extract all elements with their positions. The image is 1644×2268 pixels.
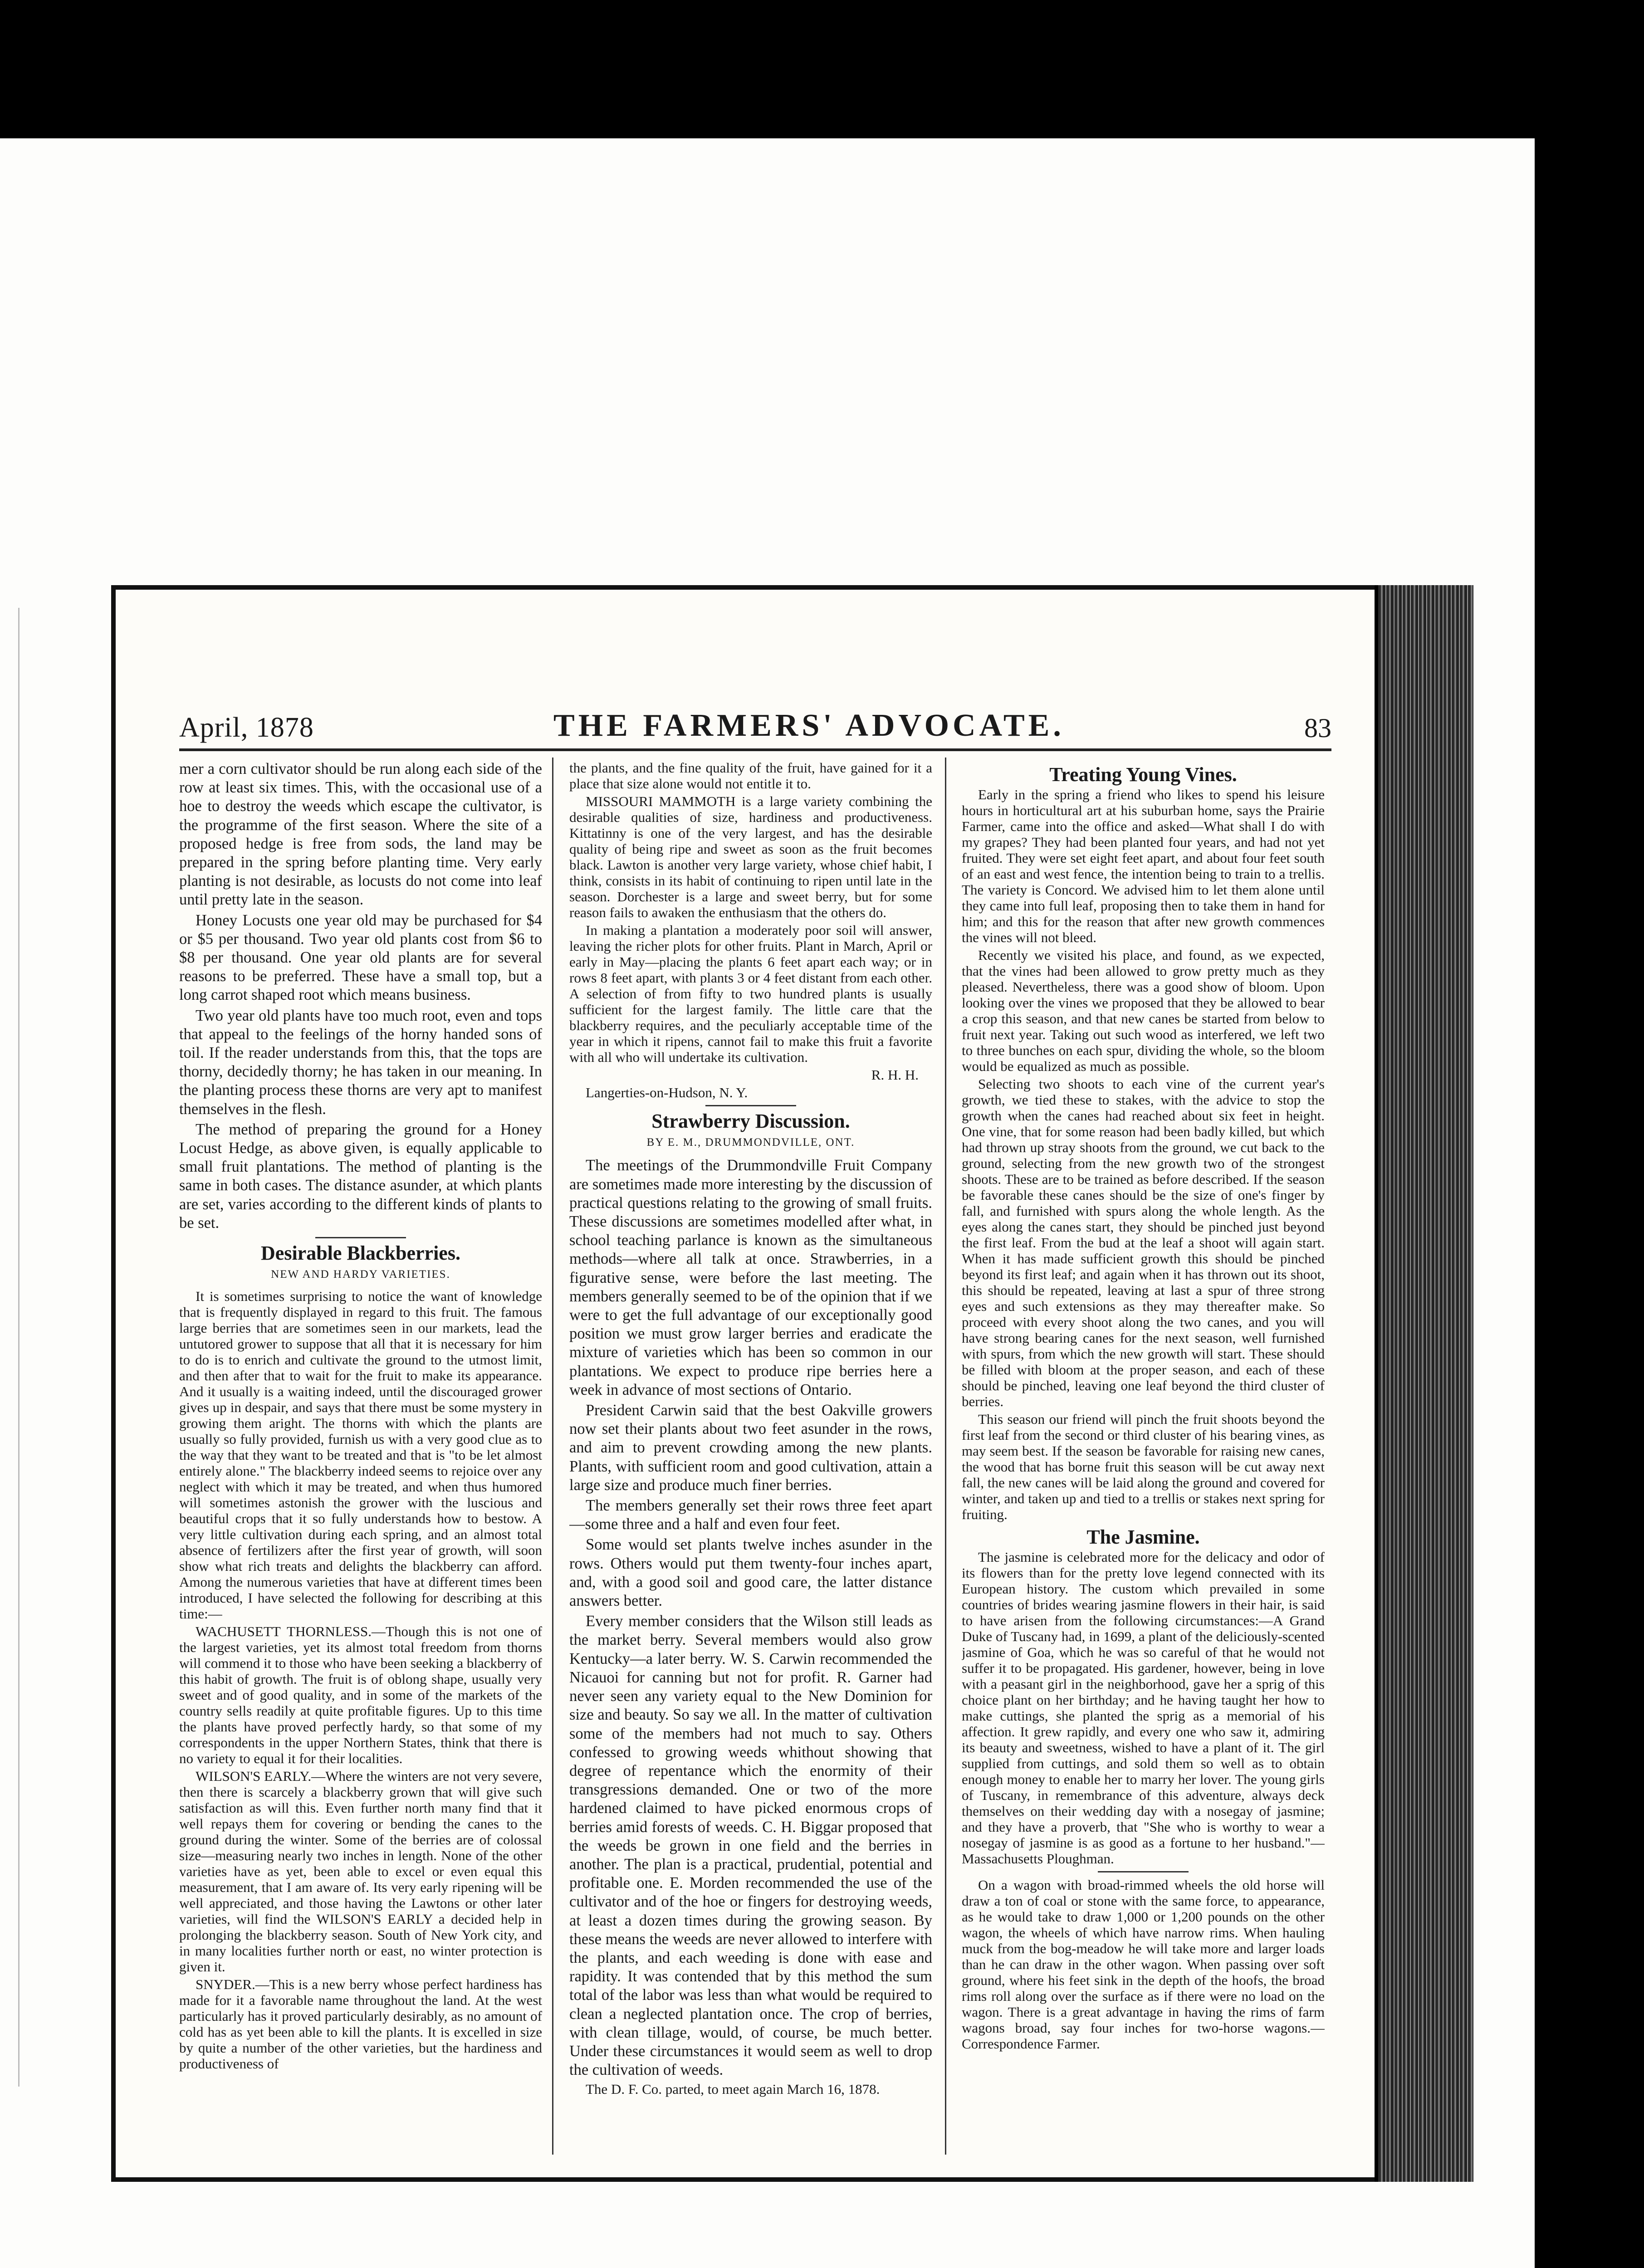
heading-treating-young-vines: Treating Young Vines. (1049, 763, 1237, 786)
paragraph: The members generally set their rows three feet apart—some three and a half and even four feet. (569, 1497, 932, 1533)
paragraph: MISSOURI MAMMOTH is a large variety combining the desirable qualities of size, hardiness and productiveness. Kittatinny is one of the very largest, and has the desirable quality of being ripe and sweet as soon as the fruit becomes black. Lawton is another very large variety, whose chief habit, I think, consists in its habit of continuing to ripen until late in the season. Dorchester is a large and sweet berry, but for some reason fails to awaken the enthusiasm that the others do. (569, 793, 932, 920)
paragraph: SNYDER.—This is a new berry whose perfect hardiness has made for it a favorable name throughout the land. At the west particularly has it proved particularly desirably, as no amount of cold has as yet been able to kill the plants. It is excelled in size by quite a number of the other varieties, but the hardiness and productiveness of (179, 1976, 542, 2072)
paragraph: mer a corn cultivator should be run along each side of the row at least six times. This, with the occasional use of a hoe to destroy the weeds which escape the cultivator, is the programme of the first season. Where the site of a proposed hedge is free from sods, the land may be prepared in the spring before planting time. Very early planting is not desirable, as locusts do not come into leaf until pretty late in the season. (179, 760, 542, 909)
heading-the-jasmine: The Jasmine. (1086, 1526, 1200, 1549)
masthead-rule (179, 748, 1331, 751)
newspaper-title: THE FARMERS' ADVOCATE. (553, 708, 1065, 743)
paragraph: On a wagon with broad-rimmed wheels the old horse will draw a ton of coal or stone with the same force, to appearance, as he would take to draw 1,000 or 1,200 pounds on the other wagon, the wheels of which have narrow rims. When hauling muck from the bog-meadow he will take more and larger loads than he can draw in the other wagon. When passing over soft ground, where his feet sink in the depth of the hoofs, the broad rims roll along over the surface as if there were no load on the wagon. There is a great advantage in having the rims of farm wagons broad, say four inches for two-horse wagons.—Correspondence Farmer. (962, 1877, 1325, 2052)
paragraph: The method of preparing the ground for a Honey Locust Hedge, as above given, is equally applicable to small fruit plantations. The method of planting is the same in both cases. The distance asunder, at which plants are set, varies according to the different kinds of plants to be set. (179, 1120, 542, 1232)
paragraph: In making a plantation a moderately poor soil will answer, leaving the richer plots for other fruits. Plant in March, April or early in May—placing the plants 6 feet apart each way; or in rows 8 feet apart, with plants 3 or 4 feet distant from each other. A selection of from fifty to two hundred plants is usually sufficient for the largest family. The little care that the blackberry requires, and the peculiarly acceptable time of the year in which it ripens, cannot fail to make this fruit a favorite with all who will undertake its cultivation. (569, 922, 932, 1065)
page-number: 83 (1304, 713, 1331, 743)
newspaper-page (111, 585, 1381, 2182)
paragraph: Two year old plants have too much root, even and tops that appeal to the feelings of the horny handed sons of toil. If the reader understands from this, that the tops are thorny, decidedly thorny; he has taken in our meaning. In the planting process these thorns are very apt to manifest themselves in the flesh. (179, 1007, 542, 1118)
paragraph: WACHUSETT THORNLESS.—Though this is not one of the largest varieties, yet its almost total freedom from thorns will commend it to those who have been seeking a blackberry of this habit of growth. The fruit is of oblong shape, usually very sweet and of good quality, and in some of the markets of the country sells readily at quite profitable figures. Up to this time the plants have proved perfectly hardy, so that some of my correspondents in the upper Northern States, think that there is no variety to equal it for their localities. (179, 1623, 542, 1767)
section-separator (1098, 1871, 1189, 1872)
paragraph: Recently we visited his place, and found, as we expected, that the vines had been allowed to grow pretty much as they pleased. Nevertheless, there was a good show of bloom. Upon looking over the vines we proposed that they be allowed to bear a crop this season, and that new canes be started from below to fruit next year. Taking out such wood as interfered, we left two to three bunches on each spur, dividing the whole, so the bloom would be equalized as much as possible. (962, 947, 1325, 1075)
book-binding-edge (1375, 585, 1473, 2182)
paragraph: the plants, and the fine quality of the fruit, have gained for it a place that size alone would not entitle it to. (569, 760, 932, 792)
column-3 (962, 760, 1325, 2157)
paragraph: The D. F. Co. parted, to meet again March 16, 1878. (586, 2081, 880, 2097)
column-2 (569, 760, 932, 2157)
column-divider (552, 758, 553, 2155)
heading-strawberry-discussion: Strawberry Discussion. (651, 1110, 850, 1132)
masthead (179, 694, 1331, 744)
previous-page-edge (0, 608, 20, 2087)
paragraph: Every member considers that the Wilson still leads as the market berry. Several members would also grow Kentucky—a later berry. W. S. Carwin recommended the Nicauoi for canning but not for profit. R. Garner had never seen any variety equal to the New Dominion for size and beauty. So say we all. In the matter of cultivation some of the members had not much to say. Others confessed to growing weeds whithout showing that degree of repentance which the enormity of their transgressions demanded. One or two of the more hardened claimed to have picked enormous crops of berries amid forests of weeds. C. H. Biggar proposed that the weeds be grown in one field and the berries in another. The plan is a practical, prudential, potential and profitable one. E. Morden recommended the use of the cultivator and of the hoe or fingers for destroying weeds, at least a dozen times during the growing season. By these means the weeds are never allowed to interfere with the plants, and each weeding is done with ease and rapidity. It was contended that by this method the sum total of the labor was less than what would be required to clean a neglected plantation once. The crop of berries, with clean tillage, would, of course, be much better. Under these circumstances it would seem as well to drop the cultivation of weeds. (569, 1613, 932, 2079)
paragraph: It is sometimes surprising to notice the want of knowledge that is frequently displayed in regard to this fruit. The famous large berries that are sometimes seen in our markets, lead the untutored grower to suppose that all that it is necessary for him to do is to enrich and cultivate the ground to the utmost limit, and then after that to wait for the fruit to make its appearance. And it usually is a waiting indeed, until the discouraged grower gives up in despair, and says that there must be some mystery in growing them aright. The thorns with which the plants are usually so fully provided, furnish us with a very good clue as to the way that they want to be treated and that is "to be let almost entirely alone." The blackberry indeed seems to rejoice over any neglect with which it may be treated, and when thus humored will sometimes astonish the grower with the luscious and beautiful crops that it so fully understands how to bestow. A very little cultivation during each spring, and an almost total absence of fertilizers after the first year of growth, will soon show what rich treats and delights the blackberry can afford. Among the numerous varieties that have at different times been introduced, I have selected the following for describing at this time:— (179, 1288, 542, 1622)
paragraph: This season our friend will pinch the fruit shoots beyond the first leaf from the second or third cluster of his bearing vines, as may seem best. If the season be favorable for raising new canes, the wood that has borne fruit this season will be cut away next fall, the new canes will be laid along the ground and covered for winter, and taken up and tied to a trellis or stakes next spring for fruiting. (962, 1411, 1325, 1523)
paragraph: Honey Locusts one year old may be purchased for $4 or $5 per thousand. Two year old plants cost from $6 to $8 per thousand. One year old plants are for several reasons to be preferred. These have a small top, but a long carrot shaped root which means business. (179, 911, 542, 1004)
paragraph: Some would set plants twelve inches asunder in the rows. Others would put them twenty-four inches apart, and, with a good soil and good care, the latter distance answers better. (569, 1536, 932, 1610)
column-1 (179, 760, 542, 2157)
column-divider (945, 758, 946, 2155)
paragraph: President Carwin said that the best Oakville growers now set their plants about two feet asunder in the rows, and aim to prevent crowding among the new plants. Plants, with sufficient room and good cultivation, attain a large size and produce much finer berries. (569, 1402, 932, 1494)
paragraph: WILSON'S EARLY.—Where the winters are not very severe, then there is scarcely a blackberry grown that will give such satisfaction as will this. Even further north many find that it well repays them for covering or bending the canes to the ground during the winter. Some of the berries are of colossal size—measuring nearly two inches in length. None of the other varieties have as yet, been able to excel or even equal this measurement, that I am aware of. Its very early ripening will be well appreciated, and those having the Lawtons or other later varieties, will find the WILSON'S EARLY a decided help in prolonging the blackberry season. South of New York city, and in many localities further north or east, no winter protection is given it. (179, 1768, 542, 1975)
paragraph: Selecting two shoots to each vine of the current year's growth, we tied these to stakes, with the advice to stop the growth when the canes had reached about six feet in height. One vine, that for some reason had been badly killed, but which had thrown up stray shoots from the ground, we cut back to the ground, selecting from the new growth two of the strongest shoots. These are to be trained as before described. If the season be favorable these canes should be the size of one's finger by fall, and furnished with spurs along the whole length. As the eyes along the canes start, they should be pinched just beyond the first leaf. From the bud at the leaf a shoot will again start. When it has made sufficient growth this should be pinched beyond its first leaf; and again when it has thrown out its shoot, this should be repeated, leaving at last a spur of three strong eyes and such extensions as they may thereafter make. So proceed with every shoot along the two canes, and you will have strong bearing canes for the next season, well furnished with spurs, from which the new growth will start. These should be filled with bloom at the proper season, and each of these should be pinched, leaving one leaf beyond the third cluster of berries. (962, 1076, 1325, 1410)
byline: BY E. M., DRUMMONDVILLE, ONT. (646, 1136, 855, 1149)
subheading: NEW AND HARDY VARIETIES. (271, 1268, 450, 1281)
dateline: Langerties-on-Hudson, N. Y. (586, 1085, 748, 1100)
section-separator (705, 1105, 796, 1106)
paragraph: The meetings of the Drummondville Fruit Company are sometimes made more interesting by the discussion of practical questions relating to the growing of small fruits. These discussions are sometimes modelled after what, in school teaching parlance is known as the simultaneous methods—where all talk at once. Strawberries, in a figurative sense, were before the last meeting. The members generally seemed to be of the opinion that if we were to get the full advantage of our exceptionally good position we must grow larger berries and eradicate the mixture of varieties which has been so common in our plantations. We expect to produce ripe berries here a week in advance of most sections of Ontario. (569, 1157, 932, 1398)
paragraph: Early in the spring a friend who likes to spend his leisure hours in horticultural art at his suburban home, says the Prairie Farmer, came into the office and asked—What shall I do with my grapes? They had been planted four years, and had not yet fruited. They were set eight feet apart, and about four feet south of an east and west fence, the intention being to train to a trellis. The variety is Concord. We advised him to let them alone until they came into full leaf, proposing then to take them in hand for him; and this for the reason that after new growth commences the vines will not bleed. (962, 787, 1325, 946)
issue-date: April, 1878 (179, 712, 314, 743)
paragraph: The jasmine is celebrated more for the delicacy and odor of its flowers than for the pretty love legend connected with its European history. The custom which prevailed in some countries of brides wearing jasmine flowers in their hair, is said to have arisen from the following circumstances:—A Grand Duke of Tuscany had, in 1699, a plant of the deliciously-scented jasmine of Goa, which he was so careful of that he would not suffer it to be propagated. His gardener, however, being in love with a peasant girl in the neighborhood, gave her a sprig of this choice plant on her birthday; and he having taught her how to make cuttings, she planted the sprig as a memorial of his affection. It grew rapidly, and every one who saw it, admiring its beauty and sweetness, wished to have a plant of it. The girl supplied from cuttings, and sold them so well as to obtain enough money to enable her to marry her lover. The young girls of Tuscany, in remembrance of this adventure, always deck themselves on their wedding day with a nosegay of jasmine; and they have a proverb, that "She who is worthy to wear a nosegay of jasmine is as good as a fortune to her husband."—Massachusetts Ploughman. (962, 1549, 1325, 1867)
heading-desirable-blackberries: Desirable Blackberries. (261, 1242, 460, 1265)
section-separator (315, 1237, 406, 1238)
signature: R. H. H. (871, 1067, 919, 1083)
